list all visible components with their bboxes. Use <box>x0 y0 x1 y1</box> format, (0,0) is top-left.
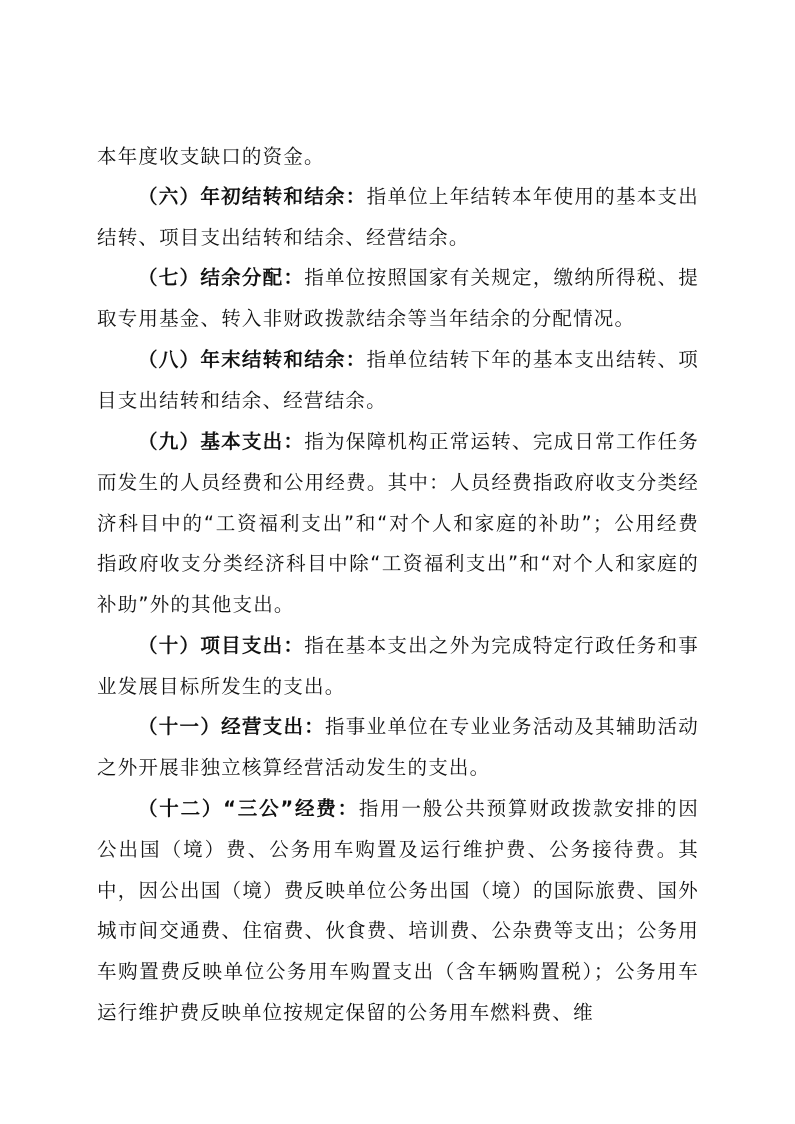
paragraph-term: （十二）“三公”经费： <box>138 797 359 820</box>
paragraph-11 <box>97 707 699 789</box>
paragraph-text: 指在基本支出之外为完成特定行政任务和事业发展目标所发生的支出。 <box>97 634 699 698</box>
paragraph-continuation <box>97 137 699 178</box>
paragraph-term: （六）年初结转和结余： <box>138 185 367 208</box>
paragraph-term: （十）项目支出： <box>138 634 305 657</box>
paragraph-10 <box>97 626 699 708</box>
paragraph-6 <box>97 177 699 259</box>
paragraph-text: 指单位按照国家有关规定，缴纳所得税、提取专用基金、转入非财政拨款结余等当年结余的分配情况。 <box>97 266 699 330</box>
paragraph-text: 指单位上年结转本年使用的基本支出结转、项目支出结转和结余、经营结余。 <box>97 185 700 249</box>
paragraph-7 <box>97 258 699 340</box>
paragraph-text: 指单位结转下年的基本支出结转、项目支出结转和结余、经营结余。 <box>97 348 700 412</box>
paragraph-8 <box>97 340 699 422</box>
paragraph-term: （九）基本支出： <box>138 430 305 453</box>
paragraph-text: 本年度收支缺口的资金。 <box>97 145 325 168</box>
paragraph-text: 指事业单位在专业业务活动及其辅助活动之外开展非独立核算经营活动发生的支出。 <box>97 715 699 779</box>
paragraph-term: （八）年末结转和结余： <box>138 348 367 371</box>
paragraph-text: 指用一般公共预算财政拨款安排的因公出国（境）费、公务用车购置及运行维护费、公务接待费。其中，因公出国（境）费反映单位公务出国（境）的国际旅费、国外城市间交通费、住宿费、伙食费、培训费、公杂费等支出；公务用车购置费反映单位公务用车购置支出（含车辆购置税）；公务用车运行维护费反映单位按规定保留的公务用车燃料费、维 <box>97 797 699 1024</box>
paragraph-text: 指为保障机构正常运转、完成日常工作任务而发生的人员经费和公用经费。其中：人员经费指政府收支分类经济科目中的“工资福利支出”和“对个人和家庭的补助”；公用经费指政府收支分类经济科目中除“工资福利支出”和“对个人和家庭的补助”外的其他支出。 <box>97 430 699 617</box>
paragraph-term: （十一）经营支出： <box>138 715 326 738</box>
paragraph-9 <box>97 422 699 626</box>
paragraph-12 <box>97 789 699 1034</box>
paragraph-term: （七）结余分配： <box>138 266 305 289</box>
